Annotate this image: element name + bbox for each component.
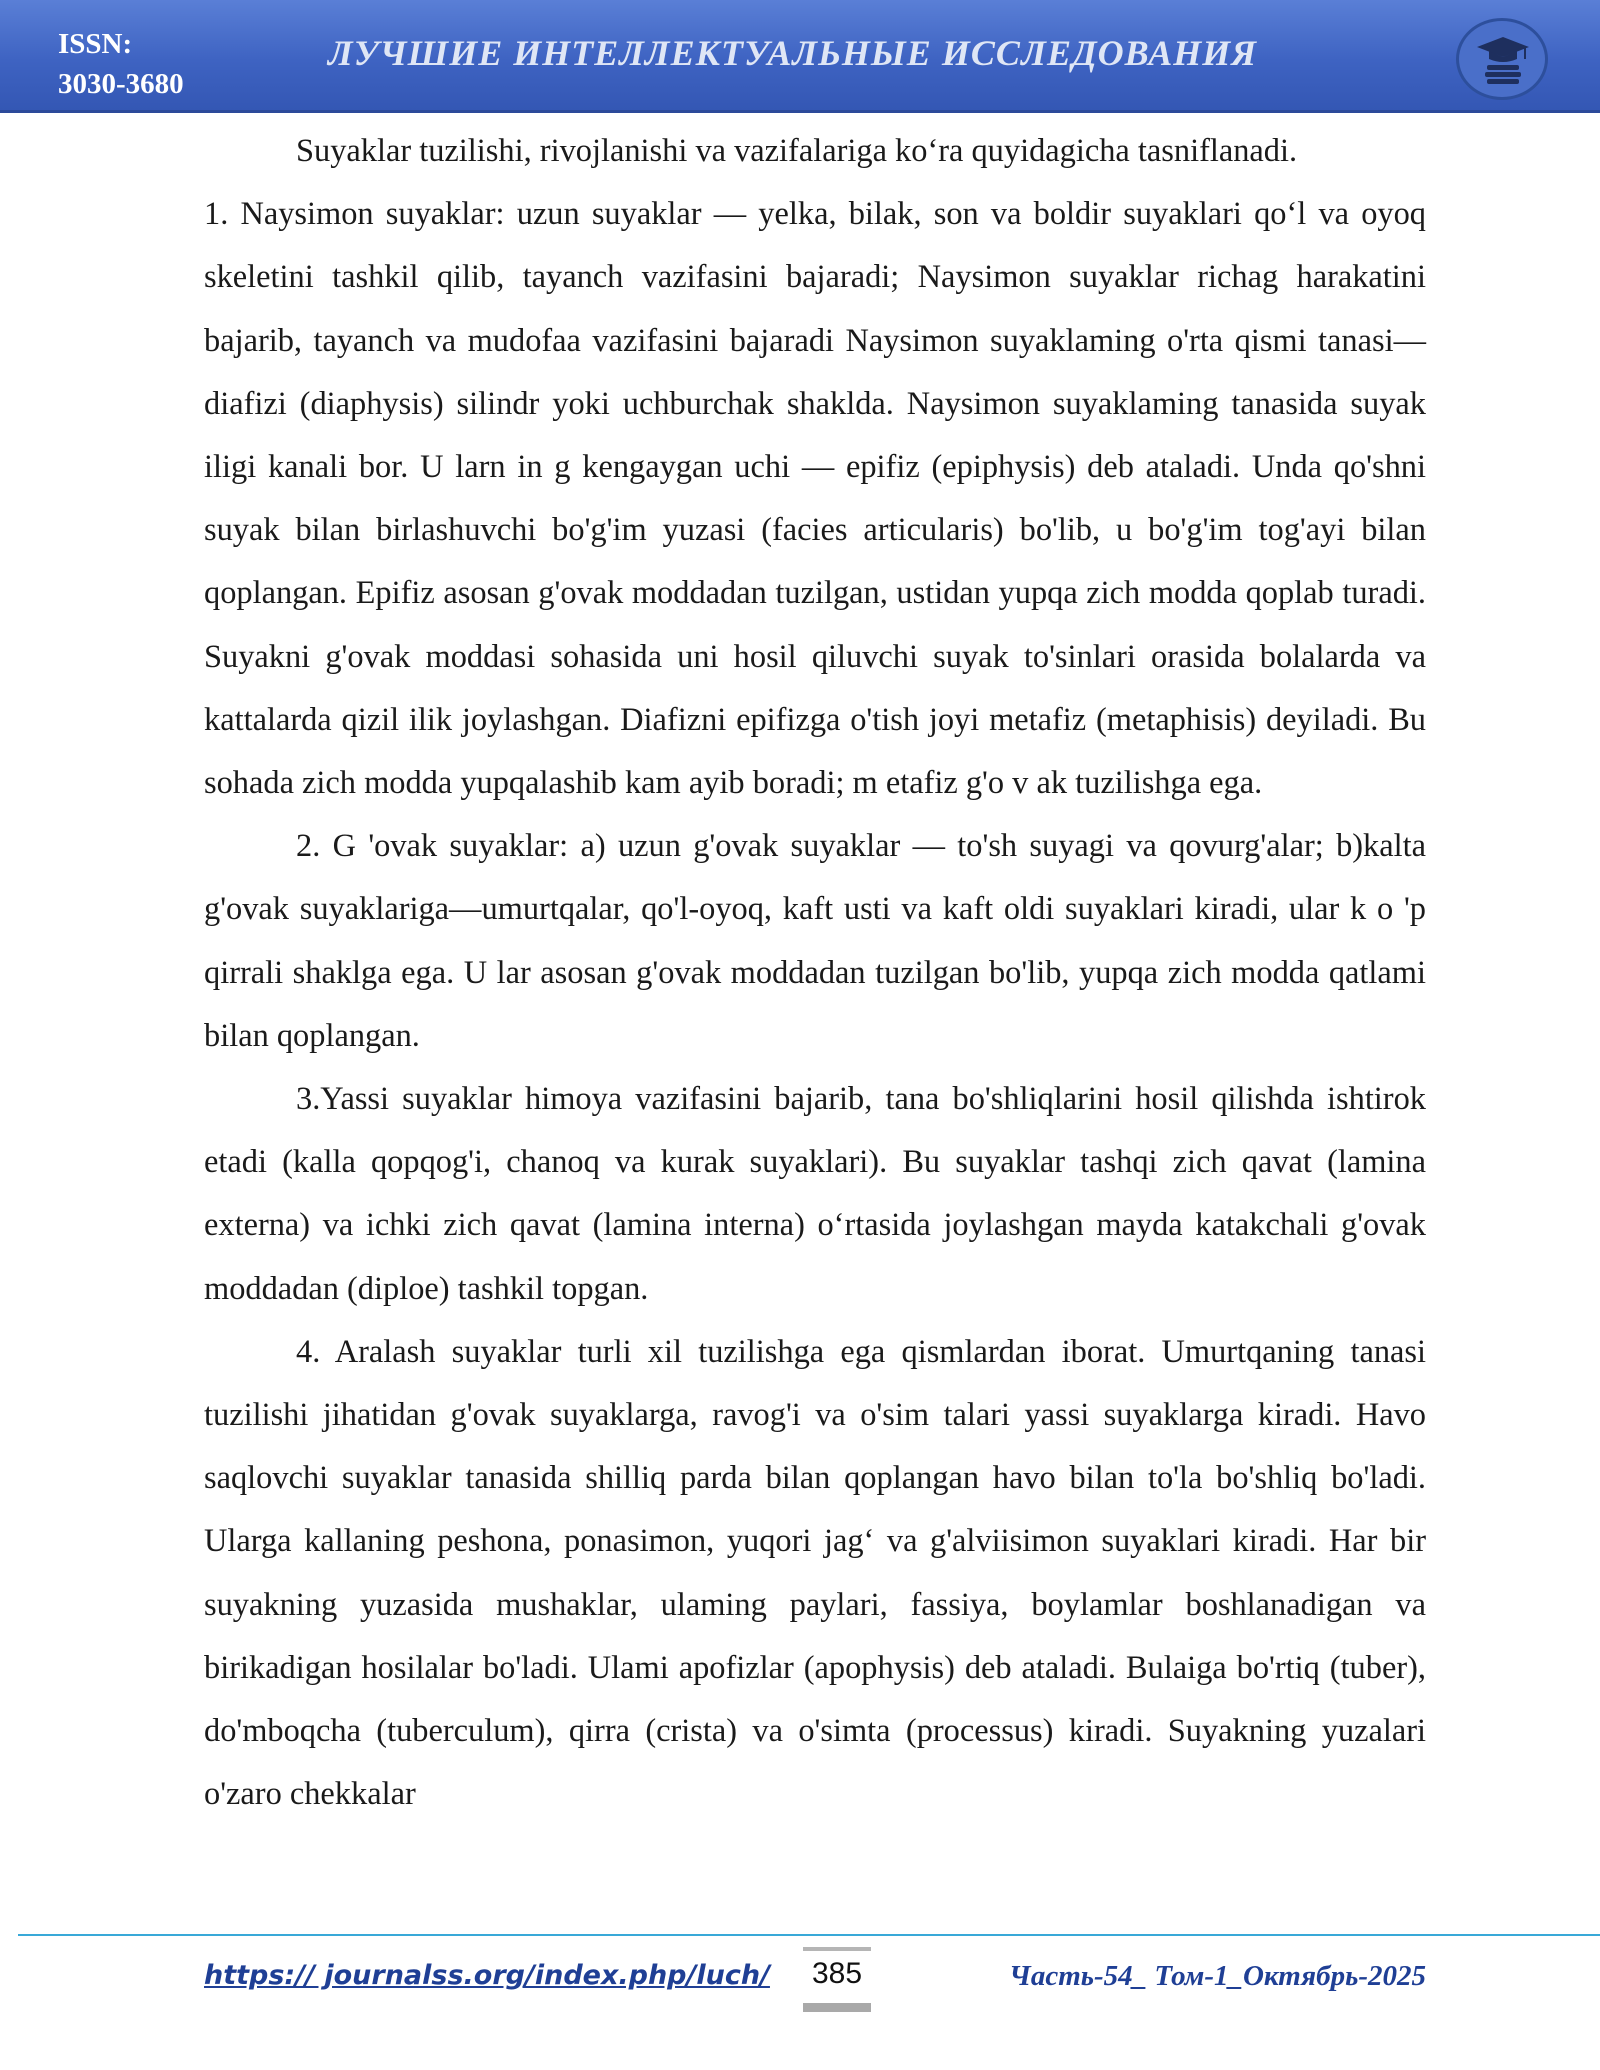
paragraph-tubular-bones: 1. Naysimon suyaklar: uzun suyaklar — yelka, bilak, son va boldir suyaklari qo‘l va oyoq skeletini tashkil qilib, tayanch vazifasini bajaradi; Naysimon suyaklar richag harakatini bajarib, tayanch va mudofaa vazifasini bajaradi Naysimon suyaklaming o'rta qismi tanasi— diafizi (diaphysis) silindr yoki uchburchak shaklda. Naysimon suyaklaming tanasida suyak iligi kanali bor. U larn in g kengaygan uchi — epifiz (epiphysis) deb ataladi. Unda qo'shni suyak bilan birlashuvchi bo'g'im yuzasi (facies articularis) bo'lib, u bo'g'im tog'ayi bilan qoplangan. Epifiz asosan g'ovak moddadan tuzilgan, ustidan yupqa zich modda qoplab turadi. Suyakni g'ovak moddasi sohasida uni hosil qiluvchi suyak to'sinlari orasida bolalarda va kattalarda qizil ilik joylashgan. Diafizni epifizga o'tish joyi metafiz (metaphisis) deyiladi. Bu sohada zich modda yupqalashib kam ayib boradi; m etafiz g'o v ak tuzilishga ega.: [204, 196, 1426, 802]
footer-divider: [18, 1934, 1600, 1936]
page-number-bottom-bar: [803, 2003, 871, 2012]
paragraph-spongy-bones: 2. G 'ovak suyaklar: a) uzun g'ovak suyaklar — to'sh suyagi va qovurg'alar; b)kalta g'ovak suyaklariga—umurtqalar, qo'l-oyoq, kaft usti va kaft oldi suyaklari kiradi, ular k o 'p qirrali shaklga ega. U lar asosan g'ovak moddadan tuzilgan bo'lib, yupqa zich modda qatlami bilan qoplangan.: [204, 828, 1426, 1054]
graduation-cap-books-icon: [1456, 18, 1548, 100]
paragraph-intro: Suyaklar tuzilishi, rivojlanishi va vazifalariga ko‘ra quyidagicha tasniflanadi.: [296, 133, 1298, 169]
article-body: [204, 120, 1426, 1826]
journal-title: ЛУЧШИЕ ИНТЕЛЛЕКТУАЛЬНЫЕ ИССЛЕДОВАНИЯ: [328, 33, 1258, 73]
page-number-top-bar: [803, 1947, 871, 1951]
paragraph-mixed-bones: 4. Aralash suyaklar turli xil tuzilishga ega qismlardan iborat. Umurtqaning tanasi tuzilishi jihatidan g'ovak suyaklarga, ravog'i va o'sim talari yassi suyaklarga kiradi. Havo saqlovchi suyaklar tanasida shilliq parda bilan qoplangan havo bilan to'la bo'shliq bo'ladi. Ularga kallaning peshona, ponasimon, yuqori jag‘ va g'alviisimon suyaklari kiradi. Har bir suyakning yuzasida mushaklar, ulaming paylari, fassiya, boylamlar boshlanadigan va birikadigan hosilalar bo'ladi. Ulami apofizlar (apophysis) deb ataladi. Bulaiga bo'rtiq (tuber), do'mboqcha (tuberculum), qirra (crista) va o'simta (processus) kiradi. Suyakning yuzalari o'zaro chekkalar: [204, 1333, 1426, 1813]
page-number-box: [803, 1947, 871, 2011]
issn-label: ISSN:: [58, 28, 133, 60]
paragraph-flat-bones: 3.Yassi suyaklar himoya vazifasini bajarib, tana bo'shliqlarini hosil qilishda ishtirok etadi (kalla qopqog'i, chanoq va kurak suyaklari). Bu suyaklar tashqi zich qavat (lamina externa) va ichki zich qavat (lamina interna) o‘rtasida joylashgan mayda katakchali g'ovak moddadan (diploe) tashkil topgan.: [204, 1081, 1426, 1307]
issn-block: [58, 24, 184, 104]
journal-link[interactable]: https:// journalss.org/index.php/luch/: [204, 1960, 770, 1991]
issue-info: Часть-54_ Том-1_Октябрь-2025: [1009, 1960, 1426, 1992]
journal-header: [0, 0, 1600, 113]
issn-number: 3030-3680: [58, 68, 184, 100]
page-number: 385: [811, 1957, 863, 1990]
